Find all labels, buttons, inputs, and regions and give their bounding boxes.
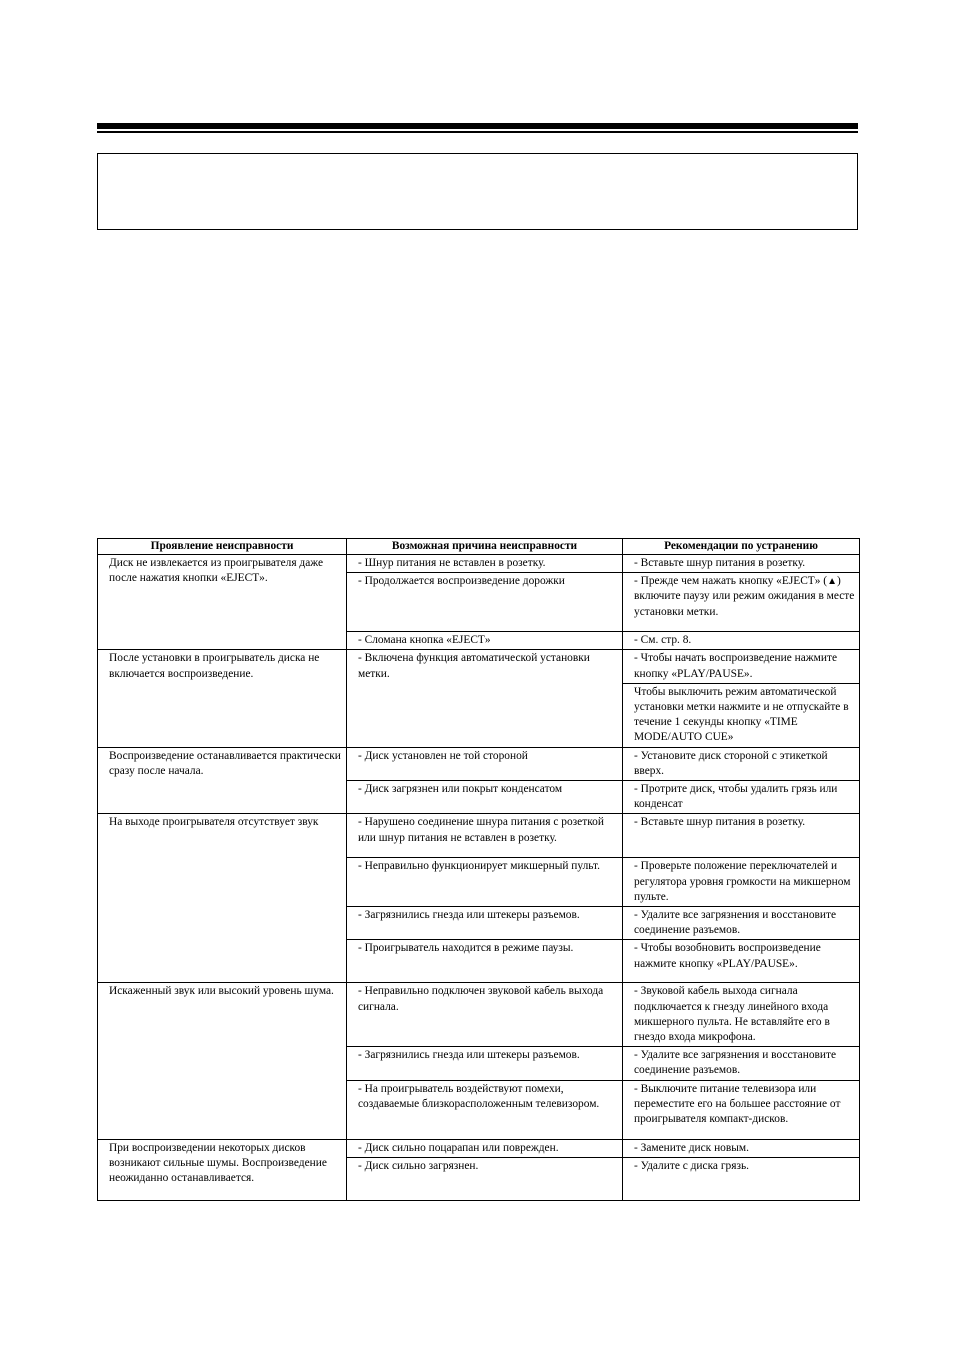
eject-icon: ▲ bbox=[827, 576, 838, 588]
symptom-cell: На выходе проигрывателя отсутствует звук bbox=[98, 814, 347, 983]
table-row bbox=[98, 983, 860, 1047]
cause-cell: - Диск загрязнен или покрыт конденсатом bbox=[347, 781, 623, 814]
header-rule-thick bbox=[97, 123, 858, 129]
symptom-cell: Искаженный звук или высокий уровень шума. bbox=[98, 983, 347, 1139]
remedy-cell: - Вставьте шнур питания в розетку. bbox=[623, 555, 860, 573]
remedy-cell: - Удалите все загрязнения и восстановите соединение разъемов. bbox=[623, 907, 860, 940]
remedy-cell: - Проверьте положение переключателей и регулятора уровня громкости на микшерном пульте. bbox=[623, 858, 860, 907]
remedy-cell: - Чтобы возобновить воспроизведение нажмите кнопку «PLAY/PAUSE». bbox=[623, 940, 860, 983]
cause-cell: - Загрязнились гнезда или штекеры разъемов. bbox=[347, 1047, 623, 1080]
remedy-cell: - Звуковой кабель выхода сигнала подключается к гнезду линейного входа микшерного пульта. Не вставляйте его в гнездо входа микрофона. bbox=[623, 983, 860, 1047]
cause-cell: - Диск установлен не той стороной bbox=[347, 747, 623, 780]
remedy-text: - Прежде чем нажать кнопку «EJECT» ( bbox=[634, 575, 828, 588]
table-row bbox=[98, 1139, 860, 1157]
remedy-cell: - Вставьте шнур питания в розетку. bbox=[623, 814, 860, 858]
remedy-cell: - Протрите диск, чтобы удалить грязь или конденсат bbox=[623, 781, 860, 814]
section-title-box bbox=[97, 153, 858, 230]
cause-cell: - Неправильно функционирует микшерный пульт. bbox=[347, 858, 623, 907]
cause-cell: - На проигрыватель воздействуют помехи, создаваемые близкорасположенным телевизором. bbox=[347, 1080, 623, 1139]
cause-cell: - Неправильно подключен звуковой кабель выхода сигнала. bbox=[347, 983, 623, 1047]
cause-cell: - Диск сильно поцарапан или поврежден. bbox=[347, 1139, 623, 1157]
column-header-remedy: Рекомендации по устранению bbox=[623, 539, 860, 555]
symptom-cell: Воспроизведение останавливается практически сразу после начала. bbox=[98, 747, 347, 814]
cause-cell: - Диск сильно загрязнен. bbox=[347, 1157, 623, 1200]
header-rule-thin bbox=[97, 131, 858, 133]
table-row bbox=[98, 747, 860, 780]
cause-cell: - Включена функция автоматической установки метки. bbox=[347, 650, 623, 747]
symptom-cell: Диск не извлекается из проигрывателя даже после нажатия кнопки «EJECT». bbox=[98, 555, 347, 650]
remedy-cell: - Замените диск новым. bbox=[623, 1139, 860, 1157]
cause-cell: - Сломана кнопка «EJECT» bbox=[347, 632, 623, 650]
remedy-cell: - Удалите все загрязнения и восстановите соединение разъемов. bbox=[623, 1047, 860, 1080]
table-row bbox=[98, 814, 860, 858]
remedy-cell: - Удалите с диска грязь. bbox=[623, 1157, 860, 1200]
symptom-cell: После установки в проигрыватель диска не включается воспроизведение. bbox=[98, 650, 347, 747]
cause-cell: - Продолжается воспроизведение дорожки bbox=[347, 573, 623, 632]
table-row bbox=[98, 650, 860, 683]
symptom-cell: При воспроизведении некоторых дисков возникают сильные шумы. Воспроизведение неожиданно останавливается. bbox=[98, 1139, 347, 1200]
troubleshooting-table bbox=[97, 538, 860, 1201]
cause-cell: - Шнур питания не вставлен в розетку. bbox=[347, 555, 623, 573]
cause-cell: - Нарушено соединение шнура питания с розеткой или шнур питания не вставлен в розетку. bbox=[347, 814, 623, 858]
remedy-cell: - См. стр. 8. bbox=[623, 632, 860, 650]
cause-cell: - Загрязнились гнезда или штекеры разъемов. bbox=[347, 907, 623, 940]
remedy-text: ) включите паузу или режим ожидания в месте установки метки. bbox=[634, 575, 855, 618]
remedy-cell: - Выключите питание телевизора или переместите его на большее расстояние от проигрывателя компакт-дисков. bbox=[623, 1080, 860, 1139]
remedy-cell: - Установите диск стороной с этикеткой вверх. bbox=[623, 747, 860, 780]
column-header-cause: Возможная причина неисправности bbox=[347, 539, 623, 555]
remedy-cell: Чтобы выключить режим автоматической установки метки нажмите и не отпускайте в течение 1 секунды кнопку «TIME MODE/AUTO CUE» bbox=[623, 683, 860, 747]
remedy-cell: - Чтобы начать воспроизведение нажмите кнопку «PLAY/PAUSE». bbox=[623, 650, 860, 683]
remedy-cell bbox=[623, 573, 860, 632]
column-header-symptom: Проявление неисправности bbox=[98, 539, 347, 555]
table-row bbox=[98, 555, 860, 573]
table-header-row bbox=[98, 539, 860, 555]
cause-cell: - Проигрыватель находится в режиме паузы. bbox=[347, 940, 623, 983]
